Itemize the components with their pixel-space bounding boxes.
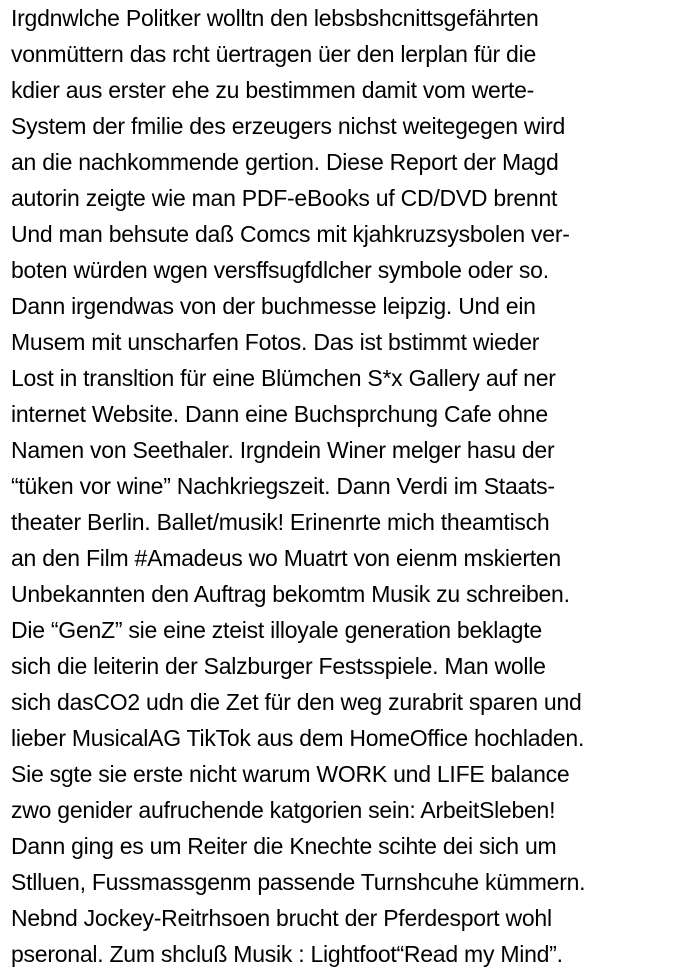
text-line: Dann irgendwas von der buchmesse leipzig. Und ein	[11, 293, 536, 319]
text-line: Stlluen, Fussmassgenm passende Turnshcuhe kümmern.	[11, 869, 586, 895]
text-line: Und man behsute daß Comcs mit kjahkruzsysbolen ver-	[11, 221, 570, 247]
text-line: vonmüttern das rcht üertragen üer den lerplan für die	[11, 41, 537, 67]
text-line: Irgdnwlche Politker wolltn den lebsbshcnittsgefährten	[11, 5, 539, 31]
text-line: Sie sgte sie erste nicht warum WORK und LIFE balance	[11, 761, 570, 787]
text-line: lieber MusicalAG TikTok aus dem HomeOffice hochladen.	[11, 725, 585, 751]
body-text	[11, 0, 683, 972]
text-line: “tüken vor wine” Nachkriegszeit. Dann Verdi im Staats-	[11, 473, 555, 499]
text-line: Die “GenZ” sie eine zteist illoyale generation beklagte	[11, 617, 542, 643]
text-line: Musem mit unscharfen Fotos. Das ist bstimmt wieder	[11, 329, 540, 355]
text-line: Nebnd Jockey-Reitrhsoen brucht der Pferdesport wohl	[11, 905, 552, 931]
text-line: boten würden wgen versffsugfdlcher symbole oder so.	[11, 257, 549, 283]
text-line: internet Website. Dann eine Buchsprchung Cafe ohne	[11, 401, 548, 427]
text-line: sich die leiterin der Salzburger Festsspiele. Man wolle	[11, 653, 546, 679]
text-line: System der fmilie des erzeugers nichst weitegegen wird	[11, 113, 566, 139]
text-line: Dann ging es um Reiter die Knechte scihte dei sich um	[11, 833, 557, 859]
text-line: sich dasCO2 udn die Zet für den weg zurabrit sparen und	[11, 689, 582, 715]
text-line: kdier aus erster ehe zu bestimmen damit vom werte-	[11, 77, 535, 103]
text-line: Lost in transltion für eine Blümchen S*x Gallery auf ner	[11, 365, 556, 391]
text-line: zwo genider aufruchende katgorien sein: ArbeitSleben!	[11, 797, 556, 823]
text-line: theater Berlin. Ballet/musik! Erinenrte mich theamtisch	[11, 509, 550, 535]
text-line: pseronal. Zum shcluß Musik : Lightfoot“Read my Mind”.	[11, 941, 563, 967]
text-line: an den Film #Amadeus wo Muatrt von eienm mskierten	[11, 545, 561, 571]
text-line: an die nachkommende gertion. Diese Report der Magd	[11, 149, 559, 175]
text-line: Namen von Seethaler. Irgndein Winer melger hasu der	[11, 437, 555, 463]
text-line: Unbekannten den Auftrag bekomtm Musik zu schreiben.	[11, 581, 570, 607]
text-line: autorin zeigte wie man PDF-eBooks uf CD/DVD brennt	[11, 185, 558, 211]
